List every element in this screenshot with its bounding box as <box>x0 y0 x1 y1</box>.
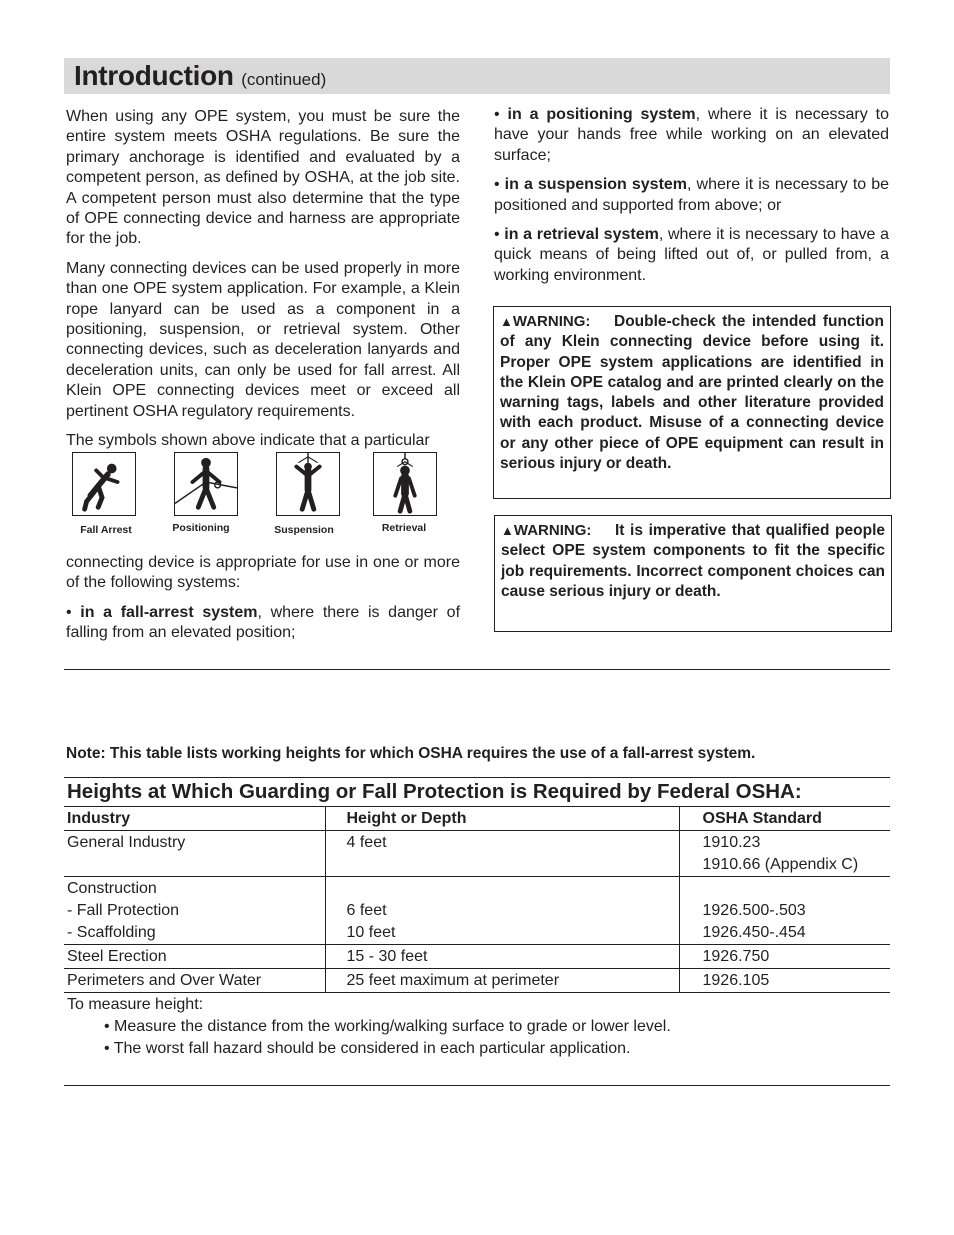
intro-paragraph-1: When using any OPE system, you must be sure the entire system meets OSHA regulations. Be sure the primary anchorage is identified and evaluated by a competent person, as defined by OSHA, at the job site. A competent person must also determine that the type of OPE connecting device and harness are appropriate for the job. <box>66 108 460 248</box>
header-bar <box>64 58 890 94</box>
bullet-positioning-text: , where it is necessary to have your hands free while working on an elevated surface; <box>494 106 889 164</box>
symbol-label-fall-arrest: Fall Arrest <box>80 524 132 536</box>
standard-cell: 1926.105 <box>702 971 770 989</box>
retrieval-icon <box>373 452 437 516</box>
systems-intro: connecting device is appropriate for use in one or more of the following systems: <box>66 554 460 592</box>
standard-cell: 1910.23 <box>702 833 761 851</box>
warning-label <box>501 521 611 541</box>
height-cell: 4 feet <box>346 833 387 851</box>
heights-table <box>64 807 890 993</box>
table-row <box>64 876 890 944</box>
warning-label-text: WARNING: <box>513 522 592 539</box>
table-row <box>64 830 890 876</box>
list-item: • The worst fall hazard should be considered in each particular application. <box>104 1040 631 1057</box>
list-item: • Measure the distance from the working/walking surface to grade or lower level. <box>104 1018 671 1035</box>
table-row <box>64 968 890 992</box>
standard-cell: 1926.450-.454 <box>702 923 806 941</box>
height-cell: 10 feet <box>346 923 396 941</box>
column-header-height: Height or Depth <box>325 807 679 830</box>
warning-label <box>500 312 610 332</box>
bullet-suspension: • in a suspension system, where it is necessary to be positioned and supported from above; or <box>494 176 890 214</box>
symbol-label-retrieval: Retrieval <box>381 522 427 534</box>
warning-triangle-icon: ▲ <box>500 314 513 329</box>
warning-triangle-icon: ▲ <box>501 523 514 538</box>
height-cell <box>347 878 676 900</box>
industry-cell: - Fall Protection <box>67 901 180 919</box>
table-header-row <box>64 807 890 830</box>
bullet-retrieval: • in a retrieval system, where it is necessary to have a quick means of being lifted out of, or pulled from, a working environment. <box>494 226 889 284</box>
bullet-retrieval-bold: in a retrieval system <box>504 226 659 244</box>
left-column <box>66 107 460 461</box>
bullet-suspension-text: , where it is necessary to be positioned and supported from above; or <box>494 176 890 214</box>
bullet-suspension-bold: in a suspension system <box>504 176 688 194</box>
system-symbols <box>72 452 442 542</box>
bullet-retrieval-text: , where it is necessary to have a quick means of being lifted out of, or pulled from, a working environment. <box>494 226 889 284</box>
column-header-standard: OSHA Standard <box>679 807 890 830</box>
column-header-industry: Industry <box>64 807 325 830</box>
title-subtitle: (continued) <box>241 70 327 89</box>
osha-heights-table <box>64 777 890 993</box>
symbol-label-suspension: Suspension <box>274 524 334 536</box>
table-row <box>64 944 890 968</box>
standard-cell: 1926.500-.503 <box>702 901 806 919</box>
warning-box-qualified <box>494 515 892 632</box>
suspension-icon <box>276 452 340 516</box>
warning-text: Double-check the intended function of any Klein connecting device before using it. Proper OPE system applications are identified in the Klein OPE catalog and are printed clearly on the warning tags, labels and other literature provided with each product. Misuse of a connecting device or any other piece of OPE equipment can result in serious injury or death. <box>500 313 884 473</box>
bullet-fall-arrest: • in a fall-arrest system, where there is danger of falling from an elevated position; <box>66 603 461 642</box>
section-divider <box>64 669 890 670</box>
standard-cell <box>703 878 888 900</box>
industry-cell: - Scaffolding <box>67 923 156 941</box>
measure-height-section <box>67 994 671 1060</box>
measure-intro: To measure height: <box>67 996 204 1013</box>
height-cell: 15 - 30 feet <box>346 947 428 965</box>
measure-list <box>67 1016 671 1060</box>
industry-cell: Steel Erection <box>67 947 167 965</box>
table-note: Note: This table lists working heights for which OSHA requires the use of a fall-arrest system. <box>66 745 756 762</box>
industry-cell: Construction <box>67 879 157 897</box>
bullet-fall-arrest-bold: in a fall-arrest system <box>80 603 258 621</box>
bottom-divider <box>64 1085 890 1086</box>
intro-paragraph-2: Many connecting devices can be used properly in more than one OPE system application. For example, a Klein rope lanyard can be used as a component in a positioning, suspension, or retrieval system. Other connecting devices, such as deceleration lanyards and deceleration units, can only be used for fall arrest. All Klein OPE connecting devices meet or exceed all pertinent OSHA regulatory requirements. <box>66 259 460 420</box>
bullet-positioning-bold: in a positioning system <box>507 106 696 123</box>
symbol-label-positioning: Positioning <box>172 522 230 534</box>
standard-cell: 1926.750 <box>702 947 770 965</box>
right-column <box>494 105 889 295</box>
height-cell: 25 feet maximum at perimeter <box>346 971 560 989</box>
positioning-icon <box>174 452 238 516</box>
warning-text: It is imperative that qualified people select OPE system components to fit the specific job requirements. Incorrect component choices can cause serious injury or death. <box>501 522 885 600</box>
bullet-positioning: • in a positioning system, where it is necessary to have your hands free while working on an elevated surface; <box>494 106 889 164</box>
intro-paragraph-3: The symbols shown above indicate that a particular <box>66 432 430 450</box>
page-title <box>74 60 326 92</box>
industry-cell: General Industry <box>67 833 186 851</box>
industry-cell: Perimeters and Over Water <box>67 971 262 989</box>
fall-arrest-icon <box>72 452 136 516</box>
warning-label-text: WARNING: <box>512 313 591 330</box>
warning-box-function <box>493 306 891 499</box>
standard-cell: 1910.66 (Appendix C) <box>702 855 859 873</box>
bullet-fall-arrest-text: , where there is danger of falling from an elevated position; <box>66 603 461 642</box>
left-column-continued <box>66 553 460 653</box>
height-cell: 6 feet <box>346 901 387 919</box>
title-text: Introduction <box>74 60 234 91</box>
table-title: Heights at Which Guarding or Fall Protection is Required by Federal OSHA: <box>64 777 890 807</box>
